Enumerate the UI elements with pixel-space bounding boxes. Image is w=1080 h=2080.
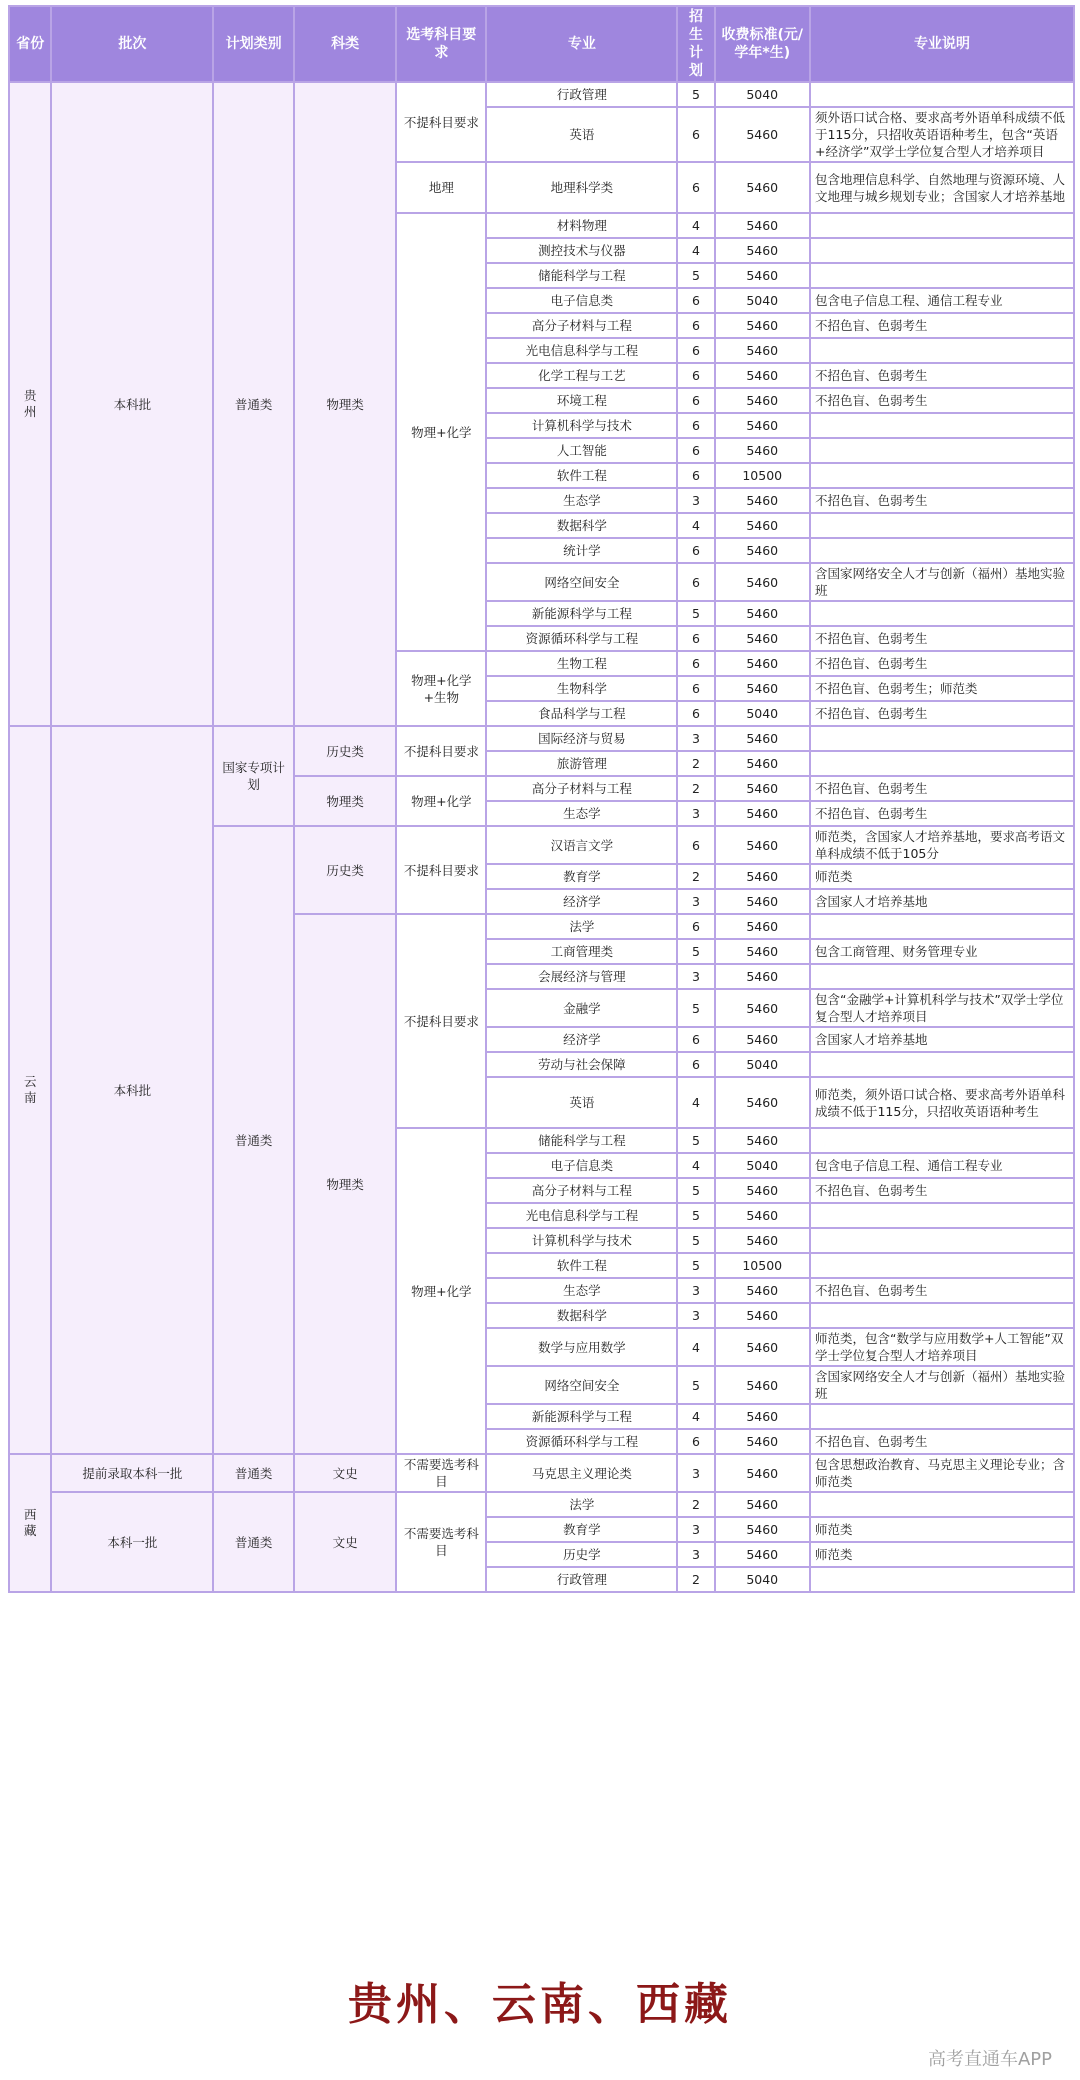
fee-cell: 5460 xyxy=(715,162,810,213)
province-label: 西藏 xyxy=(23,1507,37,1538)
fee-cell: 5460 xyxy=(715,826,810,864)
subject-category-cell: 物理类 xyxy=(294,82,396,726)
plan-type-cell: 国家专项计划 xyxy=(213,726,294,826)
enrollment-count-cell: 4 xyxy=(677,513,714,538)
major-note-cell xyxy=(810,1404,1074,1429)
major-cell: 地理科学类 xyxy=(486,162,677,213)
province-cell xyxy=(9,1454,51,1592)
province-label: 贵州 xyxy=(23,388,37,419)
major-note-cell: 须外语口试合格、要求高考外语单科成绩不低于115分，只招收英语语种考生，包含“英语+经济学”双学士学位复合型人才培养项目 xyxy=(810,107,1074,162)
enrollment-count-cell: 4 xyxy=(677,213,714,238)
major-cell: 新能源科学与工程 xyxy=(486,1404,677,1429)
enrollment-count-cell: 6 xyxy=(677,563,714,601)
fee-cell: 5460 xyxy=(715,751,810,776)
major-cell: 生态学 xyxy=(486,1278,677,1303)
table-header-row xyxy=(9,6,1074,82)
subject-requirement-cell: 不提科目要求 xyxy=(396,914,486,1128)
major-cell: 资源循环科学与工程 xyxy=(486,1429,677,1454)
subject-requirement-cell: 不需要选考科目 xyxy=(396,1492,486,1592)
major-note-cell xyxy=(810,1492,1074,1517)
major-cell: 网络空间安全 xyxy=(486,563,677,601)
fee-cell: 5460 xyxy=(715,488,810,513)
major-cell: 历史学 xyxy=(486,1542,677,1567)
enrollment-count-cell: 5 xyxy=(677,1228,714,1253)
major-note-cell xyxy=(810,513,1074,538)
major-note-cell xyxy=(810,338,1074,363)
major-note-cell xyxy=(810,1567,1074,1592)
enrollment-count-cell: 6 xyxy=(677,288,714,313)
plan-type-cell: 普通类 xyxy=(213,1492,294,1592)
major-note-cell xyxy=(810,1303,1074,1328)
subject-requirement-cell: 物理+化学 xyxy=(396,1128,486,1454)
major-note-cell xyxy=(810,438,1074,463)
fee-cell: 5460 xyxy=(715,513,810,538)
fee-cell: 5460 xyxy=(715,1454,810,1492)
page-caption: 贵州、云南、西藏 xyxy=(348,1979,732,2030)
major-note-cell: 含国家网络安全人才与创新（福州）基地实验班 xyxy=(810,1366,1074,1404)
fee-cell: 5460 xyxy=(715,438,810,463)
fee-cell: 5460 xyxy=(715,939,810,964)
fee-cell: 5460 xyxy=(715,801,810,826)
enrollment-count-cell: 3 xyxy=(677,726,714,751)
enrollment-count-cell: 5 xyxy=(677,263,714,288)
major-cell: 生态学 xyxy=(486,801,677,826)
major-cell: 高分子材料与工程 xyxy=(486,776,677,801)
major-cell: 新能源科学与工程 xyxy=(486,601,677,626)
enrollment-count-cell: 6 xyxy=(677,413,714,438)
fee-cell: 5460 xyxy=(715,563,810,601)
major-cell: 环境工程 xyxy=(486,388,677,413)
major-cell: 材料物理 xyxy=(486,213,677,238)
header-plan-type: 计划类别 xyxy=(213,6,294,82)
enrollment-count-cell: 3 xyxy=(677,964,714,989)
major-note-cell: 师范类 xyxy=(810,1517,1074,1542)
major-cell: 法学 xyxy=(486,1492,677,1517)
major-note-cell: 不招色盲、色弱考生 xyxy=(810,701,1074,726)
enrollment-count-cell: 4 xyxy=(677,1404,714,1429)
major-note-cell xyxy=(810,1203,1074,1228)
major-note-cell xyxy=(810,1128,1074,1153)
table-row xyxy=(9,1454,1074,1492)
major-note-cell xyxy=(810,82,1074,107)
fee-cell: 5460 xyxy=(715,1027,810,1052)
major-cell: 经济学 xyxy=(486,889,677,914)
plan-type-cell: 普通类 xyxy=(213,82,294,726)
province-label: 云南 xyxy=(23,1074,37,1105)
major-cell: 计算机科学与技术 xyxy=(486,413,677,438)
major-note-cell: 包含电子信息工程、通信工程专业 xyxy=(810,288,1074,313)
header-enrollment-count: 招生计划 xyxy=(677,6,714,82)
fee-cell: 5460 xyxy=(715,213,810,238)
enrollment-count-cell: 5 xyxy=(677,989,714,1027)
enrollment-count-cell: 2 xyxy=(677,1492,714,1517)
subject-requirement-cell: 物理+化学+生物 xyxy=(396,651,486,726)
fee-cell: 5460 xyxy=(715,1128,810,1153)
major-note-cell: 师范类 xyxy=(810,864,1074,889)
major-note-cell xyxy=(810,1253,1074,1278)
enrollment-count-cell: 3 xyxy=(677,1542,714,1567)
major-cell: 统计学 xyxy=(486,538,677,563)
enrollment-count-cell: 3 xyxy=(677,889,714,914)
subject-requirement-cell: 不需要选考科目 xyxy=(396,1454,486,1492)
major-note-cell: 师范类，包含“数学与应用数学+人工智能”双学士学位复合型人才培养项目 xyxy=(810,1328,1074,1366)
major-note-cell: 师范类，含国家人才培养基地，要求高考语文单科成绩不低于105分 xyxy=(810,826,1074,864)
fee-cell: 5460 xyxy=(715,1366,810,1404)
enrollment-count-cell: 6 xyxy=(677,914,714,939)
subject-category-cell: 历史类 xyxy=(294,826,396,914)
major-cell: 数据科学 xyxy=(486,513,677,538)
fee-cell: 5460 xyxy=(715,338,810,363)
enrollment-count-cell: 5 xyxy=(677,1366,714,1404)
enrollment-count-cell: 6 xyxy=(677,107,714,162)
enrollment-count-cell: 2 xyxy=(677,864,714,889)
major-note-cell: 包含“金融学+计算机科学与技术”双学士学位复合型人才培养项目 xyxy=(810,989,1074,1027)
fee-cell: 5460 xyxy=(715,1517,810,1542)
fee-cell: 5460 xyxy=(715,676,810,701)
major-cell: 电子信息类 xyxy=(486,288,677,313)
fee-cell: 5460 xyxy=(715,776,810,801)
fee-cell: 5460 xyxy=(715,1542,810,1567)
major-cell: 生物科学 xyxy=(486,676,677,701)
header-subject-requirement: 选考科目要求 xyxy=(396,6,486,82)
enrollment-count-cell: 6 xyxy=(677,826,714,864)
major-note-cell: 不招色盲、色弱考生 xyxy=(810,363,1074,388)
fee-cell: 5460 xyxy=(715,1303,810,1328)
enrollment-count-cell: 6 xyxy=(677,313,714,338)
enrollment-count-cell: 6 xyxy=(677,1052,714,1077)
major-note-cell: 不招色盲、色弱考生 xyxy=(810,1178,1074,1203)
major-note-cell xyxy=(810,1052,1074,1077)
enrollment-count-cell: 3 xyxy=(677,488,714,513)
major-note-cell: 不招色盲、色弱考生；师范类 xyxy=(810,676,1074,701)
enrollment-count-cell: 3 xyxy=(677,801,714,826)
major-cell: 电子信息类 xyxy=(486,1153,677,1178)
major-cell: 人工智能 xyxy=(486,438,677,463)
province-cell xyxy=(9,726,51,1454)
major-note-cell: 不招色盲、色弱考生 xyxy=(810,626,1074,651)
enrollment-count-cell: 5 xyxy=(677,82,714,107)
fee-cell: 5460 xyxy=(715,107,810,162)
major-note-cell xyxy=(810,538,1074,563)
major-cell: 金融学 xyxy=(486,989,677,1027)
province-cell xyxy=(9,82,51,726)
enrollment-count-cell: 4 xyxy=(677,1077,714,1128)
fee-cell: 5460 xyxy=(715,651,810,676)
major-note-cell: 师范类，须外语口试合格、要求高考外语单科成绩不低于115分，只招收英语语种考生 xyxy=(810,1077,1074,1128)
fee-cell: 5460 xyxy=(715,889,810,914)
major-cell: 资源循环科学与工程 xyxy=(486,626,677,651)
enrollment-count-cell: 5 xyxy=(677,939,714,964)
major-note-cell: 不招色盲、色弱考生 xyxy=(810,1429,1074,1454)
fee-cell: 5460 xyxy=(715,1328,810,1366)
major-note-cell xyxy=(810,238,1074,263)
plan-type-cell: 普通类 xyxy=(213,1454,294,1492)
major-note-cell xyxy=(810,601,1074,626)
batch-cell: 提前录取本科一批 xyxy=(51,1454,213,1492)
fee-cell: 5460 xyxy=(715,1429,810,1454)
enrollment-count-cell: 6 xyxy=(677,363,714,388)
major-note-cell: 包含电子信息工程、通信工程专业 xyxy=(810,1153,1074,1178)
major-note-cell xyxy=(810,726,1074,751)
enrollment-count-cell: 3 xyxy=(677,1517,714,1542)
table-row xyxy=(9,1492,1074,1517)
major-cell: 劳动与社会保障 xyxy=(486,1052,677,1077)
major-cell: 行政管理 xyxy=(486,1567,677,1592)
subject-requirement-cell: 地理 xyxy=(396,162,486,213)
major-note-cell: 含国家人才培养基地 xyxy=(810,889,1074,914)
major-cell: 法学 xyxy=(486,914,677,939)
fee-cell: 5460 xyxy=(715,1278,810,1303)
subject-category-cell: 文史 xyxy=(294,1492,396,1592)
major-note-cell: 不招色盲、色弱考生 xyxy=(810,651,1074,676)
enrollment-count-cell: 5 xyxy=(677,601,714,626)
subject-requirement-cell: 不提科目要求 xyxy=(396,826,486,914)
fee-cell: 5460 xyxy=(715,964,810,989)
enrollment-count-cell: 6 xyxy=(677,388,714,413)
major-cell: 教育学 xyxy=(486,1517,677,1542)
major-cell: 数据科学 xyxy=(486,1303,677,1328)
major-note-cell xyxy=(810,263,1074,288)
major-cell: 数学与应用数学 xyxy=(486,1328,677,1366)
major-cell: 汉语言文学 xyxy=(486,826,677,864)
fee-cell: 5460 xyxy=(715,313,810,338)
major-note-cell: 包含思想政治教育、马克思主义理论专业；含师范类 xyxy=(810,1454,1074,1492)
enrollment-count-cell: 5 xyxy=(677,1178,714,1203)
header-province: 省份 xyxy=(9,6,51,82)
header-fee: 收费标准(元/学年*生) xyxy=(715,6,810,82)
table-row xyxy=(9,726,1074,751)
fee-cell: 5460 xyxy=(715,864,810,889)
major-note-cell: 包含地理信息科学、自然地理与资源环境、人文地理与城乡规划专业；含国家人才培养基地 xyxy=(810,162,1074,213)
header-subject-category: 科类 xyxy=(294,6,396,82)
enrollment-count-cell: 6 xyxy=(677,701,714,726)
major-cell: 教育学 xyxy=(486,864,677,889)
fee-cell: 5460 xyxy=(715,989,810,1027)
subject-requirement-cell: 不提科目要求 xyxy=(396,82,486,162)
batch-cell: 本科一批 xyxy=(51,1492,213,1592)
enrollment-count-cell: 5 xyxy=(677,1253,714,1278)
major-cell: 旅游管理 xyxy=(486,751,677,776)
major-cell: 网络空间安全 xyxy=(486,1366,677,1404)
major-cell: 化学工程与工艺 xyxy=(486,363,677,388)
enrollment-count-cell: 6 xyxy=(677,626,714,651)
major-note-cell: 不招色盲、色弱考生 xyxy=(810,1278,1074,1303)
major-note-cell xyxy=(810,751,1074,776)
enrollment-count-cell: 6 xyxy=(677,676,714,701)
batch-cell: 本科批 xyxy=(51,726,213,1454)
enrollment-count-cell: 4 xyxy=(677,238,714,263)
major-cell: 会展经济与管理 xyxy=(486,964,677,989)
major-note-cell xyxy=(810,413,1074,438)
major-cell: 储能科学与工程 xyxy=(486,263,677,288)
enrollment-count-cell: 6 xyxy=(677,1429,714,1454)
fee-cell: 5460 xyxy=(715,238,810,263)
major-cell: 英语 xyxy=(486,107,677,162)
fee-cell: 5460 xyxy=(715,363,810,388)
enrollment-count-cell: 2 xyxy=(677,1567,714,1592)
enrollment-count-cell: 3 xyxy=(677,1303,714,1328)
major-note-cell xyxy=(810,463,1074,488)
enrollment-count-cell: 3 xyxy=(677,1454,714,1492)
header-major-note: 专业说明 xyxy=(810,6,1074,82)
fee-cell: 10500 xyxy=(715,1253,810,1278)
major-cell: 食品科学与工程 xyxy=(486,701,677,726)
major-cell: 行政管理 xyxy=(486,82,677,107)
major-cell: 生物工程 xyxy=(486,651,677,676)
fee-cell: 5040 xyxy=(715,1567,810,1592)
fee-cell: 5460 xyxy=(715,1492,810,1517)
fee-cell: 5460 xyxy=(715,726,810,751)
admission-plan-table xyxy=(8,5,1075,1593)
watermark: 高考直通车APP xyxy=(927,2049,1052,2070)
fee-cell: 5040 xyxy=(715,1153,810,1178)
major-note-cell xyxy=(810,914,1074,939)
major-note-cell: 不招色盲、色弱考生 xyxy=(810,388,1074,413)
fee-cell: 5040 xyxy=(715,701,810,726)
major-note-cell: 不招色盲、色弱考生 xyxy=(810,488,1074,513)
subject-category-cell: 物理类 xyxy=(294,776,396,826)
fee-cell: 5460 xyxy=(715,413,810,438)
major-note-cell: 包含工商管理、财务管理专业 xyxy=(810,939,1074,964)
major-cell: 国际经济与贸易 xyxy=(486,726,677,751)
major-cell: 英语 xyxy=(486,1077,677,1128)
enrollment-count-cell: 6 xyxy=(677,162,714,213)
major-cell: 软件工程 xyxy=(486,1253,677,1278)
major-note-cell: 不招色盲、色弱考生 xyxy=(810,776,1074,801)
major-note-cell: 师范类 xyxy=(810,1542,1074,1567)
enrollment-count-cell: 3 xyxy=(677,1278,714,1303)
major-note-cell xyxy=(810,1228,1074,1253)
fee-cell: 5460 xyxy=(715,538,810,563)
enrollment-count-cell: 5 xyxy=(677,1203,714,1228)
subject-requirement-cell: 物理+化学 xyxy=(396,213,486,651)
major-cell: 经济学 xyxy=(486,1027,677,1052)
enrollment-count-cell: 2 xyxy=(677,776,714,801)
major-cell: 光电信息科学与工程 xyxy=(486,338,677,363)
fee-cell: 5460 xyxy=(715,601,810,626)
enrollment-count-cell: 6 xyxy=(677,463,714,488)
fee-cell: 5460 xyxy=(715,263,810,288)
fee-cell: 5460 xyxy=(715,1203,810,1228)
major-cell: 工商管理类 xyxy=(486,939,677,964)
fee-cell: 5460 xyxy=(715,914,810,939)
major-cell: 高分子材料与工程 xyxy=(486,313,677,338)
fee-cell: 5460 xyxy=(715,1228,810,1253)
table-body xyxy=(9,82,1074,1592)
major-note-cell: 含国家网络安全人才与创新（福州）基地实验班 xyxy=(810,563,1074,601)
enrollment-count-cell: 6 xyxy=(677,338,714,363)
major-cell: 生态学 xyxy=(486,488,677,513)
plan-type-cell: 普通类 xyxy=(213,826,294,1454)
enrollment-count-cell: 6 xyxy=(677,438,714,463)
fee-cell: 5040 xyxy=(715,82,810,107)
enrollment-count-cell: 6 xyxy=(677,538,714,563)
enrollment-count-cell: 4 xyxy=(677,1328,714,1366)
fee-cell: 10500 xyxy=(715,463,810,488)
fee-cell: 5460 xyxy=(715,1404,810,1429)
fee-cell: 5460 xyxy=(715,626,810,651)
enrollment-count-cell: 6 xyxy=(677,651,714,676)
header-major: 专业 xyxy=(486,6,677,82)
fee-cell: 5040 xyxy=(715,1052,810,1077)
subject-category-cell: 物理类 xyxy=(294,914,396,1454)
major-note-cell: 不招色盲、色弱考生 xyxy=(810,313,1074,338)
major-cell: 软件工程 xyxy=(486,463,677,488)
enrollment-count-cell: 5 xyxy=(677,1128,714,1153)
subject-category-cell: 历史类 xyxy=(294,726,396,776)
major-cell: 高分子材料与工程 xyxy=(486,1178,677,1203)
enrollment-count-cell: 2 xyxy=(677,751,714,776)
major-cell: 光电信息科学与工程 xyxy=(486,1203,677,1228)
major-cell: 计算机科学与技术 xyxy=(486,1228,677,1253)
major-note-cell xyxy=(810,213,1074,238)
fee-cell: 5460 xyxy=(715,388,810,413)
subject-requirement-cell: 不提科目要求 xyxy=(396,726,486,776)
major-note-cell: 不招色盲、色弱考生 xyxy=(810,801,1074,826)
enrollment-count-cell: 4 xyxy=(677,1153,714,1178)
subject-requirement-cell: 物理+化学 xyxy=(396,776,486,826)
batch-cell: 本科批 xyxy=(51,82,213,726)
major-cell: 马克思主义理论类 xyxy=(486,1454,677,1492)
enrollment-count-cell: 6 xyxy=(677,1027,714,1052)
subject-category-cell: 文史 xyxy=(294,1454,396,1492)
header-batch: 批次 xyxy=(51,6,213,82)
major-note-cell: 含国家人才培养基地 xyxy=(810,1027,1074,1052)
fee-cell: 5460 xyxy=(715,1077,810,1128)
major-cell: 储能科学与工程 xyxy=(486,1128,677,1153)
fee-cell: 5040 xyxy=(715,288,810,313)
fee-cell: 5460 xyxy=(715,1178,810,1203)
major-note-cell xyxy=(810,964,1074,989)
major-cell: 测控技术与仪器 xyxy=(486,238,677,263)
table-row xyxy=(9,82,1074,107)
